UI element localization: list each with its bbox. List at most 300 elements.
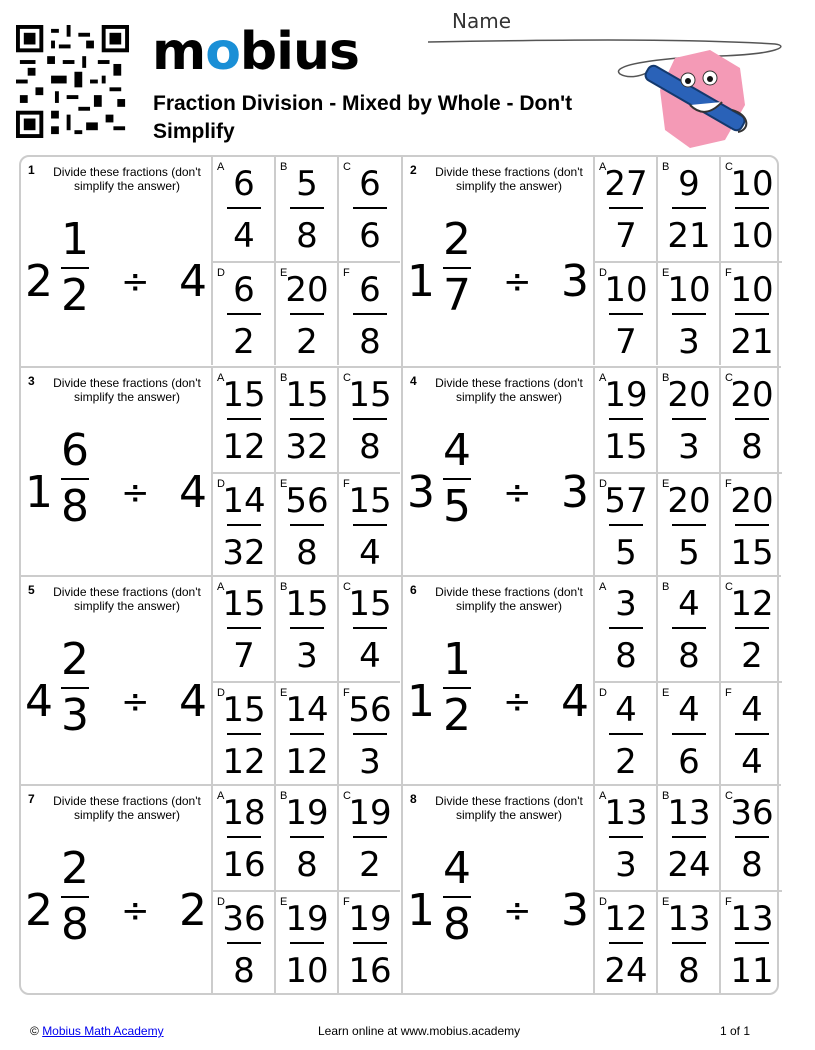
- answer-option[interactable]: [211, 681, 274, 785]
- fraction-bar: [672, 733, 706, 735]
- answer-option[interactable]: [211, 368, 274, 472]
- option-fraction: [664, 583, 714, 677]
- fraction-bar: [672, 524, 706, 526]
- whole-number: 1: [25, 467, 53, 518]
- fraction-bar: [290, 627, 324, 629]
- option-label: A: [217, 581, 225, 593]
- question-prompt: Divide these fractions (don't simplify the answer): [53, 376, 201, 404]
- option-fraction: [601, 898, 651, 992]
- answer-option[interactable]: [274, 157, 337, 261]
- option-label: C: [725, 790, 733, 802]
- fraction-bar: [609, 207, 643, 209]
- option-fraction: [601, 583, 651, 677]
- fraction-bar: [353, 627, 387, 629]
- division-expression: [21, 416, 213, 571]
- problem-block: [21, 575, 401, 784]
- fraction-bar: [353, 836, 387, 838]
- option-numerator: 19: [604, 375, 648, 415]
- option-denominator: 3: [678, 321, 700, 362]
- answer-options: [211, 157, 401, 365]
- option-denominator: 8: [741, 426, 763, 467]
- problem-block: [401, 157, 781, 366]
- fraction-bar: [290, 524, 324, 526]
- option-denominator: 3: [296, 635, 318, 676]
- option-fraction: [664, 374, 714, 468]
- option-numerator: 13: [667, 793, 711, 833]
- answer-option[interactable]: [337, 786, 400, 890]
- option-numerator: 15: [348, 375, 392, 415]
- whole-number: 2: [25, 885, 53, 936]
- answer-option[interactable]: [593, 261, 656, 365]
- option-numerator: 6: [233, 270, 255, 310]
- answer-option[interactable]: [656, 786, 719, 890]
- option-denominator: 3: [359, 741, 381, 782]
- answer-option[interactable]: [274, 786, 337, 890]
- option-fraction: [219, 269, 269, 363]
- option-denominator: 2: [741, 635, 763, 676]
- answer-option[interactable]: [656, 890, 719, 994]
- option-denominator: 2: [296, 321, 318, 362]
- numerator: 2: [61, 843, 89, 894]
- option-numerator: 57: [604, 481, 648, 521]
- whole-number: 1: [407, 676, 435, 727]
- option-fraction: [664, 163, 714, 257]
- fraction-bar: [353, 418, 387, 420]
- option-numerator: 10: [730, 270, 774, 310]
- option-label: F: [343, 687, 350, 699]
- option-label: F: [343, 896, 350, 908]
- mobius-academy-link[interactable]: Mobius Math Academy: [42, 1024, 164, 1038]
- answer-option[interactable]: [211, 157, 274, 261]
- question-prompt: Divide these fractions (don't simplify the answer): [435, 794, 583, 822]
- option-label: A: [217, 161, 225, 173]
- qr-code: [16, 25, 129, 138]
- fraction-bar: [672, 207, 706, 209]
- option-fraction: [345, 163, 395, 257]
- option-denominator: 16: [348, 950, 392, 991]
- fraction-bar: [609, 627, 643, 629]
- fraction-bar: [735, 313, 769, 315]
- option-denominator: 8: [296, 215, 318, 256]
- fraction-bar: [735, 836, 769, 838]
- option-numerator: 20: [285, 270, 329, 310]
- denominator: 8: [61, 899, 89, 950]
- answer-options: [593, 157, 783, 365]
- option-numerator: 36: [222, 899, 266, 939]
- question-number: 3: [28, 374, 35, 388]
- option-fraction: [601, 480, 651, 574]
- fraction-bar: [227, 313, 261, 315]
- option-denominator: 7: [615, 321, 637, 362]
- option-fraction: [282, 792, 332, 886]
- division-sign-icon: ÷: [503, 891, 532, 931]
- option-fraction: [345, 480, 395, 574]
- option-fraction: [601, 792, 651, 886]
- fraction-bar: [353, 733, 387, 735]
- answer-options: [211, 577, 401, 785]
- option-label: F: [725, 687, 732, 699]
- option-label: C: [343, 790, 351, 802]
- divisor: 3: [561, 467, 589, 518]
- fraction-bar: [609, 418, 643, 420]
- numerator: 2: [443, 214, 471, 265]
- question-prompt: Divide these fractions (don't simplify the answer): [53, 794, 201, 822]
- fraction-bar: [672, 627, 706, 629]
- fraction-bar: [290, 313, 324, 315]
- answer-option[interactable]: [656, 261, 719, 365]
- option-numerator: 13: [667, 899, 711, 939]
- option-label: B: [662, 581, 670, 593]
- option-fraction: [282, 269, 332, 363]
- division-sign-icon: ÷: [503, 262, 532, 302]
- answer-option[interactable]: [719, 368, 782, 472]
- option-fraction: [282, 374, 332, 468]
- fraction-bar: [609, 733, 643, 735]
- option-label: E: [662, 267, 670, 279]
- option-numerator: 4: [741, 690, 763, 730]
- option-numerator: 10: [604, 270, 648, 310]
- answer-option[interactable]: [593, 157, 656, 261]
- option-fraction: [727, 583, 777, 677]
- fraction-bar: [672, 942, 706, 944]
- answer-option[interactable]: [719, 890, 782, 994]
- question-number: 5: [28, 583, 35, 597]
- answer-option[interactable]: [337, 472, 400, 576]
- fraction-bar: [290, 207, 324, 209]
- answer-option[interactable]: [274, 472, 337, 576]
- option-label: C: [343, 161, 351, 173]
- answer-option[interactable]: [719, 472, 782, 576]
- option-numerator: 6: [233, 164, 255, 204]
- question-number: 6: [410, 583, 417, 597]
- answer-option[interactable]: [656, 157, 719, 261]
- answer-option[interactable]: [337, 261, 400, 365]
- fraction-bar: [290, 942, 324, 944]
- option-numerator: 18: [222, 793, 266, 833]
- option-denominator: 8: [359, 426, 381, 467]
- division-expression: [403, 416, 595, 571]
- problem-block: [21, 366, 401, 575]
- option-numerator: 12: [730, 584, 774, 624]
- answer-option[interactable]: [211, 890, 274, 994]
- fraction-bar: [227, 836, 261, 838]
- option-numerator: 15: [222, 690, 266, 730]
- fraction-bar: [672, 836, 706, 838]
- fraction-bar: [672, 418, 706, 420]
- fraction-bar: [227, 524, 261, 526]
- answer-option[interactable]: [656, 681, 719, 785]
- division-sign-icon: ÷: [121, 891, 150, 931]
- option-label: D: [217, 896, 225, 908]
- option-numerator: 56: [285, 481, 329, 521]
- option-denominator: 4: [359, 635, 381, 676]
- option-label: F: [725, 478, 732, 490]
- answer-option[interactable]: [337, 577, 400, 681]
- option-numerator: 36: [730, 793, 774, 833]
- option-denominator: 4: [233, 215, 255, 256]
- option-denominator: 16: [222, 844, 266, 885]
- option-numerator: 19: [348, 899, 392, 939]
- whole-number: 4: [25, 676, 53, 727]
- option-fraction: [601, 163, 651, 257]
- fraction-bar: [61, 687, 89, 689]
- whole-number: 2: [25, 256, 53, 307]
- option-denominator: 3: [678, 426, 700, 467]
- option-numerator: 14: [285, 690, 329, 730]
- option-fraction: [282, 689, 332, 783]
- option-denominator: 8: [741, 844, 763, 885]
- answer-options: [593, 577, 783, 785]
- problem-block: [21, 157, 401, 366]
- option-numerator: 20: [730, 481, 774, 521]
- answer-option[interactable]: [274, 681, 337, 785]
- option-denominator: 12: [285, 741, 329, 782]
- problem-block: [401, 575, 781, 784]
- question-prompt: Divide these fractions (don't simplify the answer): [435, 165, 583, 193]
- option-fraction: [345, 792, 395, 886]
- option-label: D: [599, 267, 607, 279]
- answer-option[interactable]: [719, 577, 782, 681]
- question-number: 8: [410, 792, 417, 806]
- option-denominator: 2: [615, 741, 637, 782]
- answer-option[interactable]: [211, 786, 274, 890]
- option-numerator: 15: [285, 584, 329, 624]
- option-denominator: 24: [604, 950, 648, 991]
- fraction-bar: [609, 836, 643, 838]
- numerator: 1: [61, 214, 89, 265]
- numerator: 2: [61, 634, 89, 685]
- option-label: C: [725, 581, 733, 593]
- option-denominator: 6: [678, 741, 700, 782]
- fraction-bar: [735, 942, 769, 944]
- answer-options: [593, 368, 783, 576]
- answer-option[interactable]: [593, 472, 656, 576]
- problem-grid: [19, 155, 779, 995]
- footer-copyright: [30, 1024, 164, 1038]
- option-fraction: [601, 269, 651, 363]
- fraction-bar: [443, 478, 471, 480]
- mixed-fraction: [443, 635, 471, 741]
- answer-option[interactable]: [593, 681, 656, 785]
- answer-option[interactable]: [337, 157, 400, 261]
- option-label: E: [280, 687, 288, 699]
- fraction-bar: [609, 524, 643, 526]
- option-denominator: 10: [730, 215, 774, 256]
- option-numerator: 20: [667, 375, 711, 415]
- option-label: C: [725, 161, 733, 173]
- option-label: E: [280, 267, 288, 279]
- mobius-logo: mobius: [152, 22, 359, 82]
- fraction-bar: [227, 207, 261, 209]
- answer-option[interactable]: [274, 368, 337, 472]
- option-denominator: 8: [615, 635, 637, 676]
- answer-option[interactable]: [719, 157, 782, 261]
- denominator: 7: [443, 270, 471, 321]
- answer-option[interactable]: [211, 472, 274, 576]
- denominator: 2: [61, 270, 89, 321]
- division-sign-icon: ÷: [121, 682, 150, 722]
- mixed-fraction: [61, 215, 89, 321]
- option-label: A: [599, 790, 607, 802]
- fraction-bar: [353, 942, 387, 944]
- option-fraction: [345, 583, 395, 677]
- option-denominator: 8: [678, 950, 700, 991]
- fraction-bar: [735, 627, 769, 629]
- fraction-bar: [443, 267, 471, 269]
- option-fraction: [727, 163, 777, 257]
- answer-option[interactable]: [274, 261, 337, 365]
- fraction-bar: [61, 478, 89, 480]
- answer-option[interactable]: [593, 890, 656, 994]
- answer-option[interactable]: [274, 890, 337, 994]
- option-numerator: 5: [296, 164, 318, 204]
- option-label: B: [662, 161, 670, 173]
- option-denominator: 21: [667, 215, 711, 256]
- option-numerator: 9: [678, 164, 700, 204]
- answer-options: [211, 786, 401, 994]
- option-label: C: [343, 372, 351, 384]
- option-numerator: 20: [667, 481, 711, 521]
- option-label: C: [343, 581, 351, 593]
- fraction-bar: [227, 627, 261, 629]
- option-label: C: [725, 372, 733, 384]
- option-fraction: [601, 689, 651, 783]
- option-denominator: 10: [285, 950, 329, 991]
- divisor: 4: [179, 676, 207, 727]
- option-fraction: [219, 898, 269, 992]
- answer-option[interactable]: [337, 890, 400, 994]
- option-fraction: [282, 898, 332, 992]
- option-label: E: [280, 478, 288, 490]
- whole-number: 1: [407, 885, 435, 936]
- question-prompt: Divide these fractions (don't simplify the answer): [435, 376, 583, 404]
- division-sign-icon: ÷: [503, 473, 532, 513]
- fraction-bar: [735, 733, 769, 735]
- division-sign-icon: ÷: [121, 473, 150, 513]
- numerator: 1: [443, 634, 471, 685]
- division-expression: [21, 625, 213, 780]
- footer-page-number: 1 of 1: [720, 1024, 751, 1038]
- answer-option[interactable]: [593, 368, 656, 472]
- option-denominator: 4: [741, 741, 763, 782]
- denominator: 8: [443, 899, 471, 950]
- option-label: A: [217, 790, 225, 802]
- option-denominator: 7: [233, 635, 255, 676]
- option-label: A: [599, 581, 607, 593]
- denominator: 8: [61, 481, 89, 532]
- option-label: A: [599, 372, 607, 384]
- divisor: 2: [179, 885, 207, 936]
- fraction-bar: [290, 418, 324, 420]
- answer-option[interactable]: [593, 786, 656, 890]
- option-label: D: [599, 687, 607, 699]
- mixed-fraction: [443, 844, 471, 950]
- answer-option[interactable]: [719, 786, 782, 890]
- answer-option[interactable]: [211, 261, 274, 365]
- option-numerator: 20: [730, 375, 774, 415]
- mixed-fraction: [443, 215, 471, 321]
- question-prompt: Divide these fractions (don't simplify the answer): [435, 585, 583, 613]
- answer-option[interactable]: [719, 261, 782, 365]
- mixed-fraction: [61, 844, 89, 950]
- division-expression: [403, 205, 595, 360]
- problem-block: [21, 784, 401, 993]
- numerator: 4: [443, 843, 471, 894]
- option-numerator: 13: [730, 899, 774, 939]
- answer-option[interactable]: [656, 472, 719, 576]
- option-denominator: 5: [615, 532, 637, 573]
- option-fraction: [219, 583, 269, 677]
- divisor: 4: [179, 256, 207, 307]
- option-denominator: 8: [233, 950, 255, 991]
- option-numerator: 6: [359, 164, 381, 204]
- answer-option[interactable]: [593, 577, 656, 681]
- option-fraction: [727, 374, 777, 468]
- divisor: 3: [561, 885, 589, 936]
- answer-option[interactable]: [719, 681, 782, 785]
- question-prompt: Divide these fractions (don't simplify the answer): [53, 585, 201, 613]
- answer-option[interactable]: [656, 368, 719, 472]
- option-fraction: [664, 269, 714, 363]
- answer-options: [211, 368, 401, 576]
- option-label: A: [599, 161, 607, 173]
- fraction-bar: [735, 524, 769, 526]
- fraction-bar: [443, 896, 471, 898]
- option-numerator: 12: [604, 899, 648, 939]
- division-sign-icon: ÷: [503, 682, 532, 722]
- option-numerator: 3: [615, 584, 637, 624]
- option-label: B: [280, 790, 288, 802]
- answer-option[interactable]: [656, 577, 719, 681]
- option-fraction: [601, 374, 651, 468]
- fraction-bar: [672, 313, 706, 315]
- problem-block: [401, 366, 781, 575]
- option-label: F: [343, 267, 350, 279]
- option-fraction: [282, 583, 332, 677]
- option-fraction: [219, 480, 269, 574]
- answer-option[interactable]: [337, 368, 400, 472]
- question-prompt: Divide these fractions (don't simplify the answer): [53, 165, 201, 193]
- page-title: Fraction Division - Mixed by Whole - Don't Simplify: [153, 92, 573, 143]
- answer-option[interactable]: [211, 577, 274, 681]
- option-numerator: 15: [222, 375, 266, 415]
- answer-option[interactable]: [274, 577, 337, 681]
- option-fraction: [727, 480, 777, 574]
- division-expression: [21, 205, 213, 360]
- option-label: A: [217, 372, 225, 384]
- answer-options: [593, 786, 783, 994]
- option-denominator: 2: [233, 321, 255, 362]
- option-fraction: [219, 792, 269, 886]
- option-denominator: 3: [615, 844, 637, 885]
- denominator: 3: [61, 690, 89, 741]
- option-numerator: 15: [348, 584, 392, 624]
- option-numerator: 27: [604, 164, 648, 204]
- fraction-bar: [227, 733, 261, 735]
- name-label: Name: [452, 9, 512, 33]
- option-fraction: [664, 898, 714, 992]
- fraction-bar: [61, 267, 89, 269]
- option-denominator: 6: [359, 215, 381, 256]
- option-fraction: [727, 792, 777, 886]
- whole-number: 1: [407, 256, 435, 307]
- fraction-bar: [353, 524, 387, 526]
- answer-option[interactable]: [337, 681, 400, 785]
- division-expression: [403, 834, 595, 989]
- option-label: E: [662, 896, 670, 908]
- divisor: 4: [561, 676, 589, 727]
- option-denominator: 11: [730, 950, 774, 991]
